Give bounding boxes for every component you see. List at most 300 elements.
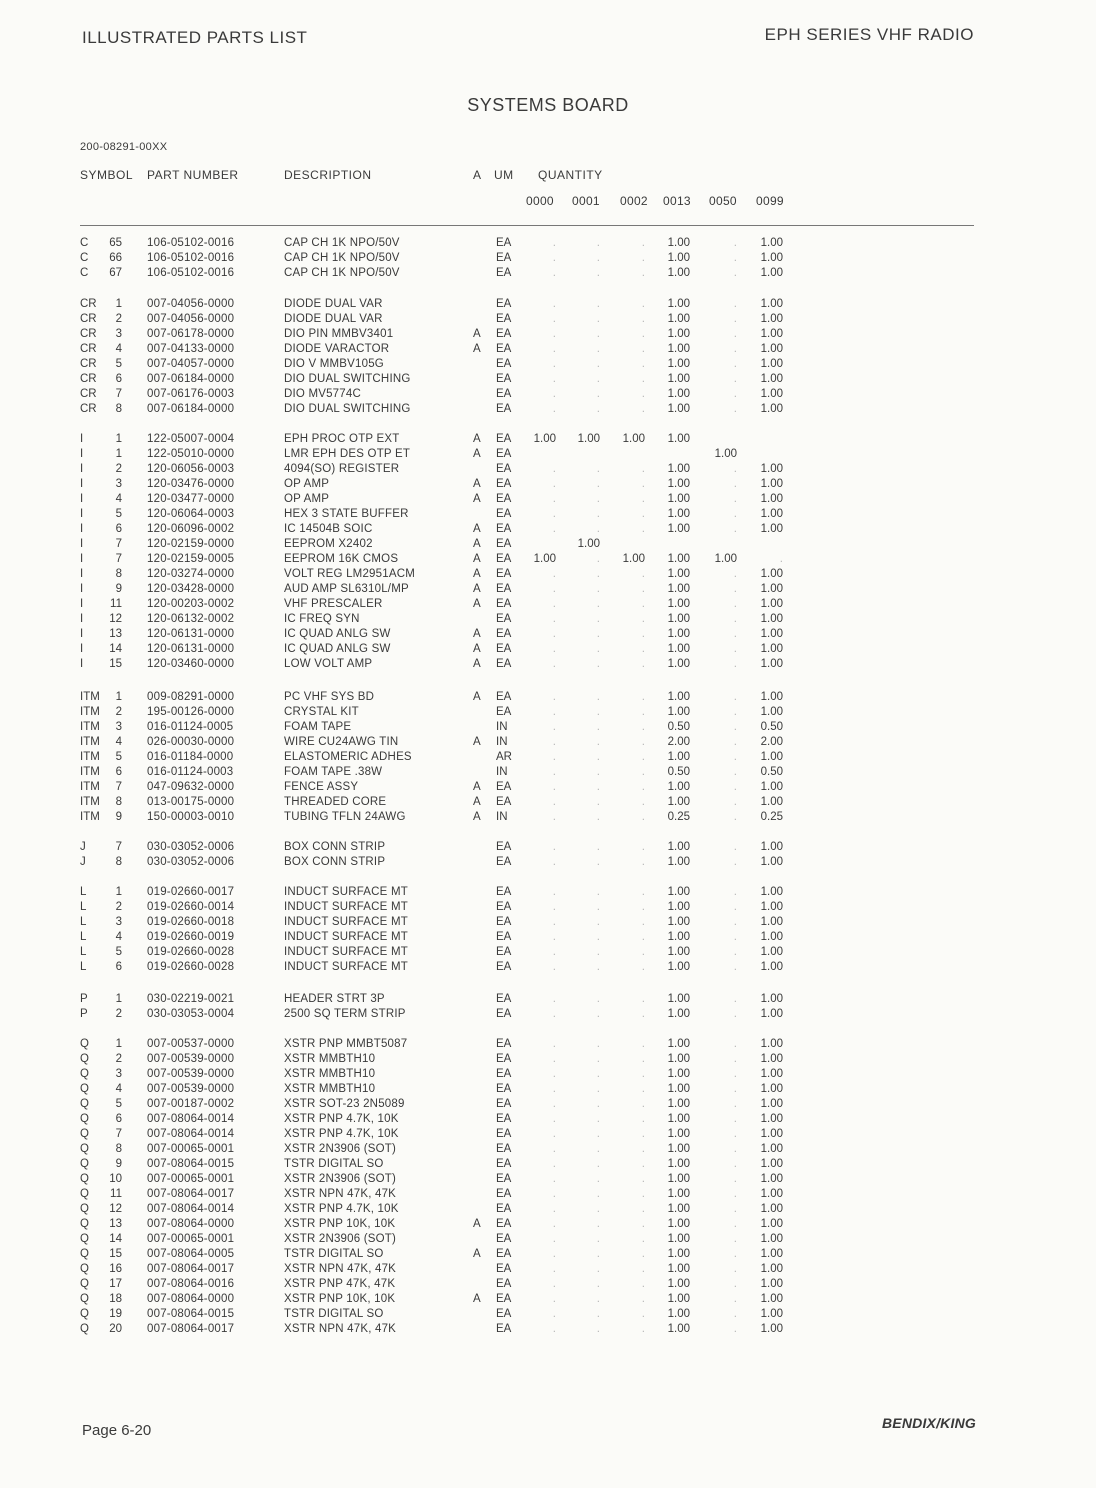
symbol: CR (80, 403, 97, 415)
qty-0013: 1.00 (667, 1068, 690, 1080)
qty-0002: . (641, 1053, 645, 1065)
part-number: 007-00065-0001 (147, 1173, 235, 1185)
qty-0050: . (733, 856, 737, 868)
unit-measure: EA (496, 237, 512, 249)
qty-0050: . (733, 1143, 737, 1155)
unit-measure: EA (496, 781, 512, 793)
unit-measure: EA (496, 1038, 512, 1050)
unit-measure: EA (496, 658, 512, 670)
table-row (0, 1292, 1096, 1307)
ref-number: 17 (109, 1278, 122, 1290)
unit-measure: EA (496, 628, 512, 640)
a-flag: A (473, 493, 481, 505)
table-row (0, 885, 1096, 900)
description: IC 14504B SOIC (284, 523, 373, 535)
ref-number: 9 (115, 583, 122, 595)
qty-0002: . (641, 628, 645, 640)
unit-measure: EA (496, 1113, 512, 1125)
symbol: Q (80, 1128, 89, 1140)
unit-measure: EA (496, 553, 512, 565)
qty-0050: . (733, 313, 737, 325)
ref-number: 2 (115, 901, 122, 913)
qty-0013: 1.00 (667, 916, 690, 928)
symbol: CR (80, 388, 97, 400)
qty-0000: . (552, 252, 556, 264)
qty-0099: 1.00 (760, 328, 783, 340)
ref-number: 1 (115, 433, 122, 445)
description: XSTR 2N3906 (SOT) (284, 1233, 397, 1245)
table-row (0, 402, 1096, 417)
symbol: L (80, 931, 87, 943)
qty-0013: 1.00 (667, 1128, 690, 1140)
description: CAP CH 1K NPO/50V (284, 237, 400, 249)
qty-0001: . (596, 1053, 600, 1065)
qty-0001: . (596, 1008, 600, 1020)
symbol: ITM (80, 721, 100, 733)
part-group (0, 1037, 1096, 1337)
description: XSTR PNP MMBT5087 (284, 1038, 408, 1050)
qty-0002: 1.00 (622, 553, 645, 565)
qty-0050: . (733, 1248, 737, 1260)
qty-0001: . (596, 237, 600, 249)
qty-0099: 1.00 (760, 388, 783, 400)
unit-measure: EA (496, 1098, 512, 1110)
symbol: Q (80, 1053, 89, 1065)
qty-0000: . (552, 568, 556, 580)
qty-0000: . (552, 751, 556, 763)
qty-0013: 1.00 (667, 1203, 690, 1215)
unit-measure: EA (496, 1143, 512, 1155)
qty-0050: . (733, 508, 737, 520)
symbol: Q (80, 1038, 89, 1050)
ref-number: 2 (115, 1008, 122, 1020)
qty-0001: . (596, 796, 600, 808)
qty-0013: 1.00 (667, 691, 690, 703)
ref-number: 65 (109, 237, 122, 249)
qty-0000: . (552, 598, 556, 610)
qty-0050: . (733, 252, 737, 264)
symbol: Q (80, 1188, 89, 1200)
qty-0001: . (596, 1113, 600, 1125)
qty-0000: . (552, 508, 556, 520)
description: BOX CONN STRIP (284, 841, 386, 853)
part-group (0, 236, 1096, 281)
qty-0001: . (596, 811, 600, 823)
ref-number: 3 (115, 721, 122, 733)
ref-number: 8 (115, 1143, 122, 1155)
qty-0002: . (641, 1143, 645, 1155)
qty-0002: . (641, 901, 645, 913)
qty-0000: . (552, 1248, 556, 1260)
description: TUBING TFLN 24AWG (284, 811, 406, 823)
symbol: Q (80, 1323, 89, 1335)
qty-0002: . (641, 343, 645, 355)
a-flag: A (473, 568, 481, 580)
description: 4094(SO) REGISTER (284, 463, 400, 475)
unit-measure: EA (496, 1263, 512, 1275)
qty-0001: . (596, 736, 600, 748)
qty-0099: 1.00 (760, 751, 783, 763)
qty-0002: . (641, 358, 645, 370)
qty-0050: . (733, 1128, 737, 1140)
qty-0000: . (552, 358, 556, 370)
symbol: I (80, 643, 84, 655)
qty-0099: 1.00 (760, 1083, 783, 1095)
unit-measure: EA (496, 463, 512, 475)
unit-measure: EA (496, 1128, 512, 1140)
unit-measure: EA (496, 1008, 512, 1020)
qty-0050: . (733, 598, 737, 610)
qty-0013: 1.00 (667, 343, 690, 355)
description: CAP CH 1K NPO/50V (284, 267, 400, 279)
qty-0013: 1.00 (667, 856, 690, 868)
qty-0050: . (733, 721, 737, 733)
qty-0013: 1.00 (667, 1008, 690, 1020)
qty-0099: 1.00 (760, 916, 783, 928)
unit-measure: EA (496, 1173, 512, 1185)
qty-0013: 1.00 (667, 433, 690, 445)
qty-0099: 1.00 (760, 252, 783, 264)
description: XSTR PNP 47K, 47K (284, 1278, 396, 1290)
part-number: 019-02660-0028 (147, 946, 235, 958)
unit-measure: EA (496, 373, 512, 385)
description: XSTR PNP 4.7K, 10K (284, 1203, 399, 1215)
qty-0099: 0.25 (760, 811, 783, 823)
ref-number: 3 (115, 1068, 122, 1080)
qty-0001: . (596, 1308, 600, 1320)
symbol: I (80, 463, 84, 475)
qty-0001: . (596, 643, 600, 655)
qty-0001: . (596, 1323, 600, 1335)
qty-0013: 0.50 (667, 766, 690, 778)
unit-measure: EA (496, 1218, 512, 1230)
qty-0000: . (552, 736, 556, 748)
table-row (0, 507, 1096, 522)
ref-number: 10 (109, 1173, 122, 1185)
part-number: 120-06056-0003 (147, 463, 235, 475)
table-row (0, 945, 1096, 960)
description: XSTR NPN 47K, 47K (284, 1188, 397, 1200)
qty-0001: . (596, 313, 600, 325)
symbol: Q (80, 1263, 89, 1275)
qty-0099: . (779, 553, 783, 565)
unit-measure: EA (496, 1068, 512, 1080)
qty-0099: 1.00 (760, 1143, 783, 1155)
unit-measure: EA (496, 993, 512, 1005)
ref-number: 13 (109, 1218, 122, 1230)
table-row (0, 537, 1096, 552)
qty-0050: . (733, 751, 737, 763)
description: VOLT REG LM2951ACM (284, 568, 415, 580)
qty-0099: 1.00 (760, 796, 783, 808)
qty-0099: 1.00 (760, 993, 783, 1005)
qty-0013: 1.00 (667, 628, 690, 640)
qty-0002: . (641, 766, 645, 778)
description: FOAM TAPE (284, 721, 352, 733)
qty-0050: . (733, 1203, 737, 1215)
qty-0013: 1.00 (667, 1113, 690, 1125)
part-number: 007-08064-0005 (147, 1248, 235, 1260)
description: CAP CH 1K NPO/50V (284, 252, 400, 264)
qty-0099: 1.00 (760, 691, 783, 703)
qty-0050: . (733, 1278, 737, 1290)
ref-number: 12 (109, 613, 122, 625)
header-right: EPH SERIES VHF RADIO (764, 25, 974, 44)
ref-number: 1 (115, 298, 122, 310)
part-number: 106-05102-0016 (147, 267, 235, 279)
unit-measure: EA (496, 568, 512, 580)
qty-0000: . (552, 1038, 556, 1050)
header-rule (80, 225, 974, 226)
part-group (0, 432, 1096, 672)
qty-0001: . (596, 1218, 600, 1230)
qty-0099: 0.50 (760, 721, 783, 733)
qty-col-0001: 0001 (572, 194, 600, 208)
qty-0001: . (596, 916, 600, 928)
qty-0099: 2.00 (760, 736, 783, 748)
qty-0050: . (733, 583, 737, 595)
table-row (0, 1067, 1096, 1082)
part-number: 019-02660-0019 (147, 931, 235, 943)
symbol: Q (80, 1098, 89, 1110)
unit-measure: EA (496, 343, 512, 355)
symbol: Q (80, 1278, 89, 1290)
table-row (0, 720, 1096, 735)
qty-0001: . (596, 931, 600, 943)
qty-0050: . (733, 916, 737, 928)
symbol: C (80, 237, 89, 249)
qty-0000: . (552, 796, 556, 808)
qty-0050: . (733, 568, 737, 580)
table-row (0, 1142, 1096, 1157)
qty-0013: 1.00 (667, 1083, 690, 1095)
qty-0099: 1.00 (760, 643, 783, 655)
qty-0050: . (733, 343, 737, 355)
qty-0001: . (596, 373, 600, 385)
qty-0001: . (596, 1143, 600, 1155)
unit-measure: EA (496, 358, 512, 370)
table-row (0, 1082, 1096, 1097)
unit-measure: EA (496, 1188, 512, 1200)
qty-0099: 1.00 (760, 358, 783, 370)
qty-0013: 1.00 (667, 1233, 690, 1245)
qty-0002: . (641, 1083, 645, 1095)
qty-0050: . (733, 1218, 737, 1230)
qty-0099: 1.00 (760, 706, 783, 718)
unit-measure: AR (496, 751, 512, 763)
qty-0099: 1.00 (760, 1323, 783, 1335)
qty-0013: 1.00 (667, 706, 690, 718)
qty-0000: . (552, 643, 556, 655)
qty-0050: . (733, 298, 737, 310)
qty-0002: . (641, 658, 645, 670)
table-row (0, 1217, 1096, 1232)
symbol: I (80, 583, 84, 595)
qty-0002: . (641, 961, 645, 973)
qty-0000: . (552, 1053, 556, 1065)
qty-0013: 1.00 (667, 252, 690, 264)
qty-0050: . (733, 736, 737, 748)
qty-0002: . (641, 267, 645, 279)
qty-0099: 1.00 (760, 1308, 783, 1320)
part-number: 120-03477-0000 (147, 493, 235, 505)
a-flag: A (473, 781, 481, 793)
table-row (0, 855, 1096, 870)
qty-0013: 1.00 (667, 1263, 690, 1275)
qty-0013: 1.00 (667, 237, 690, 249)
description: DIODE DUAL VAR (284, 298, 383, 310)
description: DIODE DUAL VAR (284, 313, 383, 325)
table-row (0, 795, 1096, 810)
part-number: 120-06096-0002 (147, 523, 235, 535)
a-flag: A (473, 523, 481, 535)
a-flag: A (473, 1218, 481, 1230)
description: DIO V MMBV105G (284, 358, 384, 370)
part-number: 007-08064-0017 (147, 1323, 235, 1335)
qty-0099: 1.00 (760, 1188, 783, 1200)
symbol: P (80, 993, 88, 1005)
unit-measure: EA (496, 252, 512, 264)
part-number: 030-03052-0006 (147, 856, 235, 868)
qty-0001: . (596, 358, 600, 370)
qty-0000: 1.00 (533, 553, 556, 565)
qty-0013: 1.00 (667, 1248, 690, 1260)
qty-0050: 1.00 (714, 553, 737, 565)
description: XSTR PNP 4.7K, 10K (284, 1113, 399, 1125)
table-row (0, 236, 1096, 251)
qty-0000: . (552, 463, 556, 475)
part-number: 120-06132-0002 (147, 613, 235, 625)
ref-number: 16 (109, 1263, 122, 1275)
qty-0001: . (596, 901, 600, 913)
qty-0001: . (596, 508, 600, 520)
qty-0002: . (641, 1203, 645, 1215)
qty-0000: . (552, 658, 556, 670)
qty-0099: 1.00 (760, 1203, 783, 1215)
document-number: 200-08291-00XX (80, 141, 168, 153)
part-number: 026-00030-0000 (147, 736, 235, 748)
description: IC QUAD ANLG SW (284, 643, 391, 655)
qty-0002: . (641, 856, 645, 868)
qty-0000: . (552, 841, 556, 853)
col-part-number: PART NUMBER (147, 168, 239, 182)
description: IC QUAD ANLG SW (284, 628, 391, 640)
qty-0002: . (641, 508, 645, 520)
symbol: Q (80, 1203, 89, 1215)
qty-0050: . (733, 691, 737, 703)
unit-measure: EA (496, 598, 512, 610)
qty-0013: 1.00 (667, 796, 690, 808)
table-row (0, 1232, 1096, 1247)
part-number: 007-08064-0000 (147, 1218, 235, 1230)
ref-number: 2 (115, 706, 122, 718)
qty-0002: . (641, 298, 645, 310)
qty-0001: . (596, 583, 600, 595)
table-row (0, 552, 1096, 567)
qty-0050: . (733, 1323, 737, 1335)
col-description: DESCRIPTION (284, 168, 372, 182)
qty-0001: 1.00 (577, 538, 600, 550)
qty-0001: . (596, 1293, 600, 1305)
symbol: ITM (80, 691, 100, 703)
qty-0001: . (596, 946, 600, 958)
part-number: 120-06131-0000 (147, 643, 235, 655)
qty-col-0000: 0000 (526, 194, 554, 208)
table-row (0, 342, 1096, 357)
qty-0013: 2.00 (667, 736, 690, 748)
unit-measure: EA (496, 1278, 512, 1290)
qty-0001: . (596, 1083, 600, 1095)
qty-0001: . (596, 403, 600, 415)
unit-measure: EA (496, 946, 512, 958)
symbol: J (80, 856, 86, 868)
qty-0013: 1.00 (667, 1308, 690, 1320)
table-row (0, 447, 1096, 462)
qty-0099: 1.00 (760, 267, 783, 279)
symbol: C (80, 267, 89, 279)
qty-0050: . (733, 1263, 737, 1275)
qty-0001: . (596, 1173, 600, 1185)
table-row (0, 1187, 1096, 1202)
ref-number: 11 (110, 1188, 122, 1200)
qty-0013: 1.00 (667, 598, 690, 610)
description: DIO MV5774C (284, 388, 361, 400)
description: INDUCT SURFACE MT (284, 931, 408, 943)
a-flag: A (473, 628, 481, 640)
brand-logo: BENDIX/KING (882, 1415, 976, 1431)
ref-number: 5 (115, 508, 122, 520)
qty-col-0050: 0050 (709, 194, 737, 208)
symbol: I (80, 613, 84, 625)
description: HEX 3 STATE BUFFER (284, 508, 409, 520)
symbol: I (80, 478, 84, 490)
table-row (0, 251, 1096, 266)
qty-0050: . (733, 267, 737, 279)
col-um: UM (494, 168, 514, 182)
qty-0001: . (596, 1248, 600, 1260)
qty-0050: . (733, 388, 737, 400)
col-symbol: SYMBOL (80, 168, 134, 182)
part-number: 007-08064-0015 (147, 1158, 235, 1170)
qty-0013: 1.00 (667, 1218, 690, 1230)
part-number: 030-02219-0021 (147, 993, 235, 1005)
symbol: ITM (80, 736, 100, 748)
qty-0013: 1.00 (667, 493, 690, 505)
part-number: 007-08064-0015 (147, 1308, 235, 1320)
table-row (0, 1052, 1096, 1067)
table-row (0, 597, 1096, 612)
ref-number: 12 (109, 1203, 122, 1215)
unit-measure: EA (496, 267, 512, 279)
qty-0000: . (552, 1143, 556, 1155)
qty-0000: . (552, 493, 556, 505)
qty-0002: . (641, 568, 645, 580)
qty-0050: . (733, 463, 737, 475)
qty-0001: 1.00 (577, 433, 600, 445)
table-row (0, 1097, 1096, 1112)
col-quantity: QUANTITY (538, 168, 603, 182)
qty-0000: . (552, 1203, 556, 1215)
symbol: L (80, 946, 87, 958)
qty-0000: . (552, 403, 556, 415)
table-row (0, 492, 1096, 507)
qty-0001: . (596, 1158, 600, 1170)
qty-0099: 1.00 (760, 1053, 783, 1065)
description: XSTR SOT-23 2N5089 (284, 1098, 405, 1110)
qty-col-0002: 0002 (620, 194, 648, 208)
ref-number: 2 (115, 463, 122, 475)
qty-0050: . (733, 931, 737, 943)
